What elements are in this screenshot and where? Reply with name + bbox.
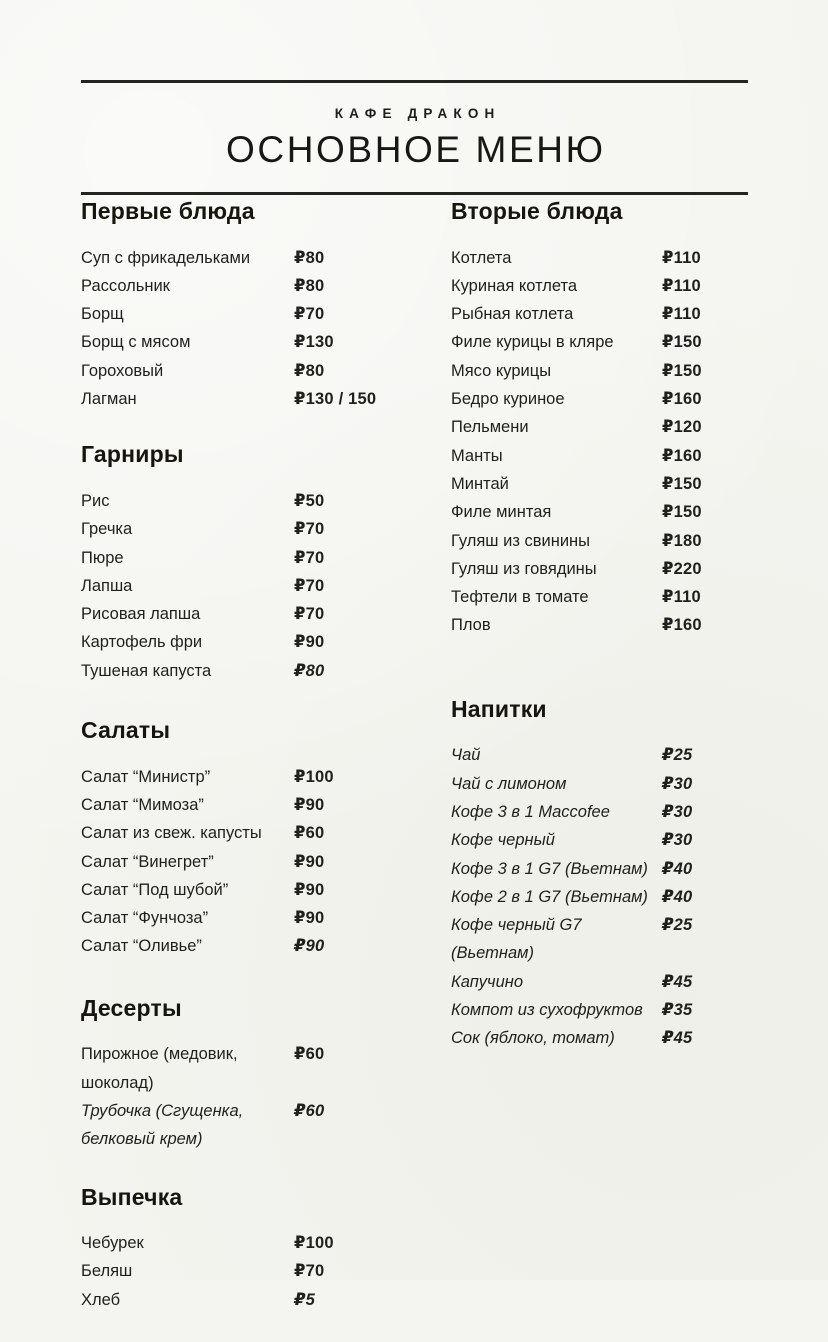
section-title: Вторые блюда (451, 198, 623, 224)
menu-item-name: Хлеб (81, 1290, 121, 1309)
menu-item-price: ₽90 (294, 633, 325, 652)
menu-item-price: ₽90 (294, 795, 325, 814)
menu-column-right (451, 198, 748, 1342)
menu-item-price: ₽150 (662, 361, 702, 380)
section-spacer (81, 419, 451, 441)
menu-item-price: ₽80 (294, 276, 325, 295)
menu-item-name: Беляш (81, 1262, 133, 1281)
menu-item-name: Салат “Фунчоза” (81, 909, 209, 928)
menu-item-row (451, 798, 748, 826)
menu-item-row (451, 442, 748, 470)
menu-item-row (81, 272, 451, 300)
menu-item-price: ₽25 (662, 746, 693, 765)
menu-item-row (451, 583, 748, 611)
menu-item-row (451, 357, 748, 385)
menu-item-name: Минтай (451, 474, 509, 493)
header-text-block (81, 83, 748, 192)
menu-item-row (81, 1097, 451, 1154)
menu-item-row (81, 657, 451, 685)
menu-item-name: Лапша (81, 576, 133, 595)
menu-section-десерты (81, 995, 451, 1154)
menu-item-row (81, 1229, 451, 1257)
menu-item-row (451, 272, 748, 300)
menu-item-name: Гуляш из говядины (451, 559, 597, 578)
menu-item-price: ₽150 (662, 503, 702, 522)
section-spacer (81, 1320, 451, 1342)
menu-item-price: ₽70 (294, 548, 325, 567)
menu-item-name: Салат “Винегрет” (81, 852, 214, 871)
menu-item-name: Гречка (81, 520, 133, 539)
menu-item-name: Борщ (81, 305, 124, 324)
menu-item-list (451, 741, 748, 1052)
menu-item-row (81, 932, 451, 960)
menu-item-price: ₽70 (294, 520, 325, 539)
menu-item-price: ₽30 (662, 774, 693, 793)
menu-item-row (81, 487, 451, 515)
menu-item-row (81, 600, 451, 628)
menu-item-name: Гуляш из свинины (451, 531, 591, 550)
menu-item-price: ₽50 (294, 491, 325, 510)
menu-item-price: ₽90 (294, 852, 325, 871)
menu-item-row (451, 555, 748, 583)
menu-item-name: Капучино (451, 972, 524, 991)
menu-item-list (81, 487, 451, 685)
menu-item-name: Борщ с мясом (81, 333, 191, 352)
menu-item-price: ₽70 (294, 1262, 325, 1281)
menu-item-row (81, 515, 451, 543)
menu-item-name: Пирожное (медовик, шоколад) (81, 1045, 238, 1092)
menu-item-name: Суп с фрикадельками (81, 248, 251, 267)
menu-item-price: ₽70 (294, 605, 325, 624)
header-rule-bottom (81, 192, 748, 195)
menu-item-price: ₽70 (294, 305, 325, 324)
menu-item-price: ₽45 (662, 1029, 693, 1048)
menu-item-name: Кофе черный G7 (Вьетнам) (451, 916, 582, 963)
menu-item-row (451, 470, 748, 498)
menu-item-list (81, 1229, 451, 1314)
menu-item-price: ₽35 (662, 1001, 693, 1020)
menu-item-name: Чай с лимоном (451, 774, 567, 793)
menu-item-row (81, 300, 451, 328)
menu-item-row (451, 770, 748, 798)
section-spacer (81, 967, 451, 995)
menu-item-row (81, 1286, 451, 1314)
menu-item-row (451, 300, 748, 328)
menu-item-row (451, 996, 748, 1024)
menu-item-name: Сок (яблоко, томат) (451, 1029, 615, 1048)
menu-section-выпечка (81, 1184, 451, 1314)
menu-item-price: ₽5 (294, 1290, 316, 1309)
menu-item-row (451, 911, 748, 968)
menu-section-напитки (451, 696, 748, 1053)
menu-item-price: ₽110 (662, 305, 701, 324)
section-spacer (81, 691, 451, 717)
menu-item-name: Бедро куриное (451, 390, 565, 409)
menu-item-row (451, 611, 748, 639)
menu-item-row (451, 385, 748, 413)
section-spacer (451, 1059, 748, 1081)
menu-section-вторые-блюда (451, 198, 748, 640)
menu-item-price: ₽150 (662, 474, 702, 493)
menu-item-name: Картофель фри (81, 633, 203, 652)
menu-item-row (451, 498, 748, 526)
menu-item-list (81, 244, 451, 414)
menu-item-row (81, 791, 451, 819)
menu-item-row (81, 357, 451, 385)
menu-item-price: ₽90 (294, 909, 325, 928)
menu-item-list (451, 244, 748, 640)
menu-item-price: ₽80 (294, 248, 325, 267)
section-title: Десерты (81, 994, 182, 1021)
menu-item-price: ₽110 (662, 276, 701, 295)
menu-item-name: Кофе 2 в 1 G7 (Вьетнам) (451, 887, 648, 906)
menu-item-price: ₽45 (662, 972, 693, 991)
menu-item-row (451, 968, 748, 996)
menu-item-price: ₽80 (294, 661, 325, 680)
menu-item-name: Чай (451, 746, 481, 765)
menu-item-price: ₽160 (662, 616, 702, 635)
menu-item-price: ₽160 (662, 446, 702, 465)
section-title: Выпечка (81, 1183, 183, 1210)
menu-item-row (81, 572, 451, 600)
menu-item-name: Трубочка (Сгущенка, белковый крем) (81, 1101, 244, 1149)
menu-item-name: Кофе черный (451, 831, 555, 850)
menu-item-row (81, 1257, 451, 1285)
menu-item-row (451, 855, 748, 883)
cafe-name: КАФЕ ДРАКОН (334, 106, 501, 121)
menu-item-name: Пельмени (451, 418, 529, 437)
menu-item-row (81, 763, 451, 791)
menu-item-price: ₽220 (662, 559, 702, 578)
menu-item-price: ₽180 (662, 531, 702, 550)
menu-item-price: ₽130 (294, 333, 334, 352)
menu-item-name: Салат “Мимоза” (81, 795, 204, 814)
menu-item-row (81, 876, 451, 904)
menu-item-price: ₽80 (294, 361, 325, 380)
section-title: Гарниры (81, 441, 184, 468)
menu-item-row (451, 1024, 748, 1052)
section-title: Первые блюда (81, 198, 255, 224)
menu-item-name: Рыбная котлета (451, 305, 574, 324)
menu-header (81, 80, 748, 195)
section-spacer (451, 646, 748, 696)
menu-item-price: ₽70 (294, 576, 325, 595)
menu-item-name: Филе минтая (451, 503, 552, 522)
menu-item-name: Рассольник (81, 276, 170, 295)
menu-item-name: Филе курицы в кляре (451, 333, 614, 352)
menu-item-row (451, 826, 748, 854)
menu-item-price: ₽40 (662, 859, 693, 878)
menu-section-гарниры (81, 441, 451, 685)
menu-section-первые-блюда (81, 198, 451, 413)
menu-item-price: ₽40 (662, 887, 693, 906)
menu-item-name: Чебурек (81, 1234, 144, 1253)
menu-item-name: Манты (451, 446, 503, 465)
menu-item-row (81, 1040, 451, 1097)
menu-item-name: Кофе 3 в 1 Maccofee (451, 802, 610, 821)
menu-item-price: ₽110 (662, 248, 701, 267)
menu-item-name: Гороховый (81, 361, 164, 380)
menu-columns (81, 198, 748, 1342)
section-title: Напитки (451, 695, 547, 722)
menu-item-price: ₽60 (294, 1045, 325, 1064)
menu-item-price: ₽110 (662, 588, 701, 607)
menu-item-name: Компот из сухофруктов (451, 1001, 643, 1020)
menu-item-row (451, 741, 748, 769)
menu-item-price: ₽120 (662, 418, 702, 437)
menu-item-name: Тушеная капуста (81, 661, 212, 680)
menu-item-name: Плов (451, 616, 491, 635)
menu-item-price: ₽30 (662, 802, 693, 821)
menu-item-price: ₽100 (294, 767, 334, 786)
menu-item-row (81, 385, 451, 413)
menu-item-price: ₽100 (294, 1234, 334, 1253)
menu-item-price: ₽60 (294, 1101, 325, 1120)
menu-item-name: Салат из свеж. капусты (81, 824, 262, 843)
menu-item-row (451, 328, 748, 356)
menu-item-row (81, 544, 451, 572)
menu-item-price: ₽130 / 150 (294, 390, 377, 409)
menu-item-list (81, 763, 451, 961)
menu-item-name: Рисовая лапша (81, 605, 201, 624)
menu-column-left (81, 198, 451, 1342)
menu-item-price: ₽90 (294, 937, 325, 956)
menu-item-name: Тефтели в томате (451, 588, 589, 607)
menu-item-name: Лагман (81, 390, 137, 409)
menu-item-row (451, 413, 748, 441)
menu-item-row (451, 883, 748, 911)
menu-item-name: Куриная котлета (451, 276, 578, 295)
menu-item-row (81, 244, 451, 272)
menu-item-name: Пюре (81, 548, 124, 567)
menu-item-row (81, 848, 451, 876)
menu-item-row (81, 628, 451, 656)
menu-item-row (451, 244, 748, 272)
menu-item-name: Рис (81, 491, 110, 510)
menu-item-price: ₽25 (662, 916, 693, 935)
menu-section-салаты (81, 717, 451, 961)
menu-item-name: Котлета (451, 248, 512, 267)
menu-item-price: ₽150 (662, 333, 702, 352)
menu-item-row (451, 527, 748, 555)
menu-item-row (81, 819, 451, 847)
menu-item-row (81, 904, 451, 932)
menu-item-name: Кофе 3 в 1 G7 (Вьетнам) (451, 859, 648, 878)
menu-item-name: Салат “Оливье” (81, 937, 202, 956)
section-title: Салаты (81, 717, 171, 744)
menu-item-list (81, 1040, 451, 1153)
menu-item-price: ₽160 (662, 390, 702, 409)
page-title: ОСНОВНОЕ МЕНЮ (226, 128, 606, 170)
menu-item-price: ₽60 (294, 824, 325, 843)
menu-item-row (81, 328, 451, 356)
menu-item-price: ₽90 (294, 880, 325, 899)
menu-item-price: ₽30 (662, 831, 693, 850)
section-spacer (81, 1160, 451, 1184)
menu-item-name: Мясо курицы (451, 361, 552, 380)
menu-item-name: Салат “Министр” (81, 767, 211, 786)
menu-item-name: Салат “Под шубой” (81, 880, 229, 899)
